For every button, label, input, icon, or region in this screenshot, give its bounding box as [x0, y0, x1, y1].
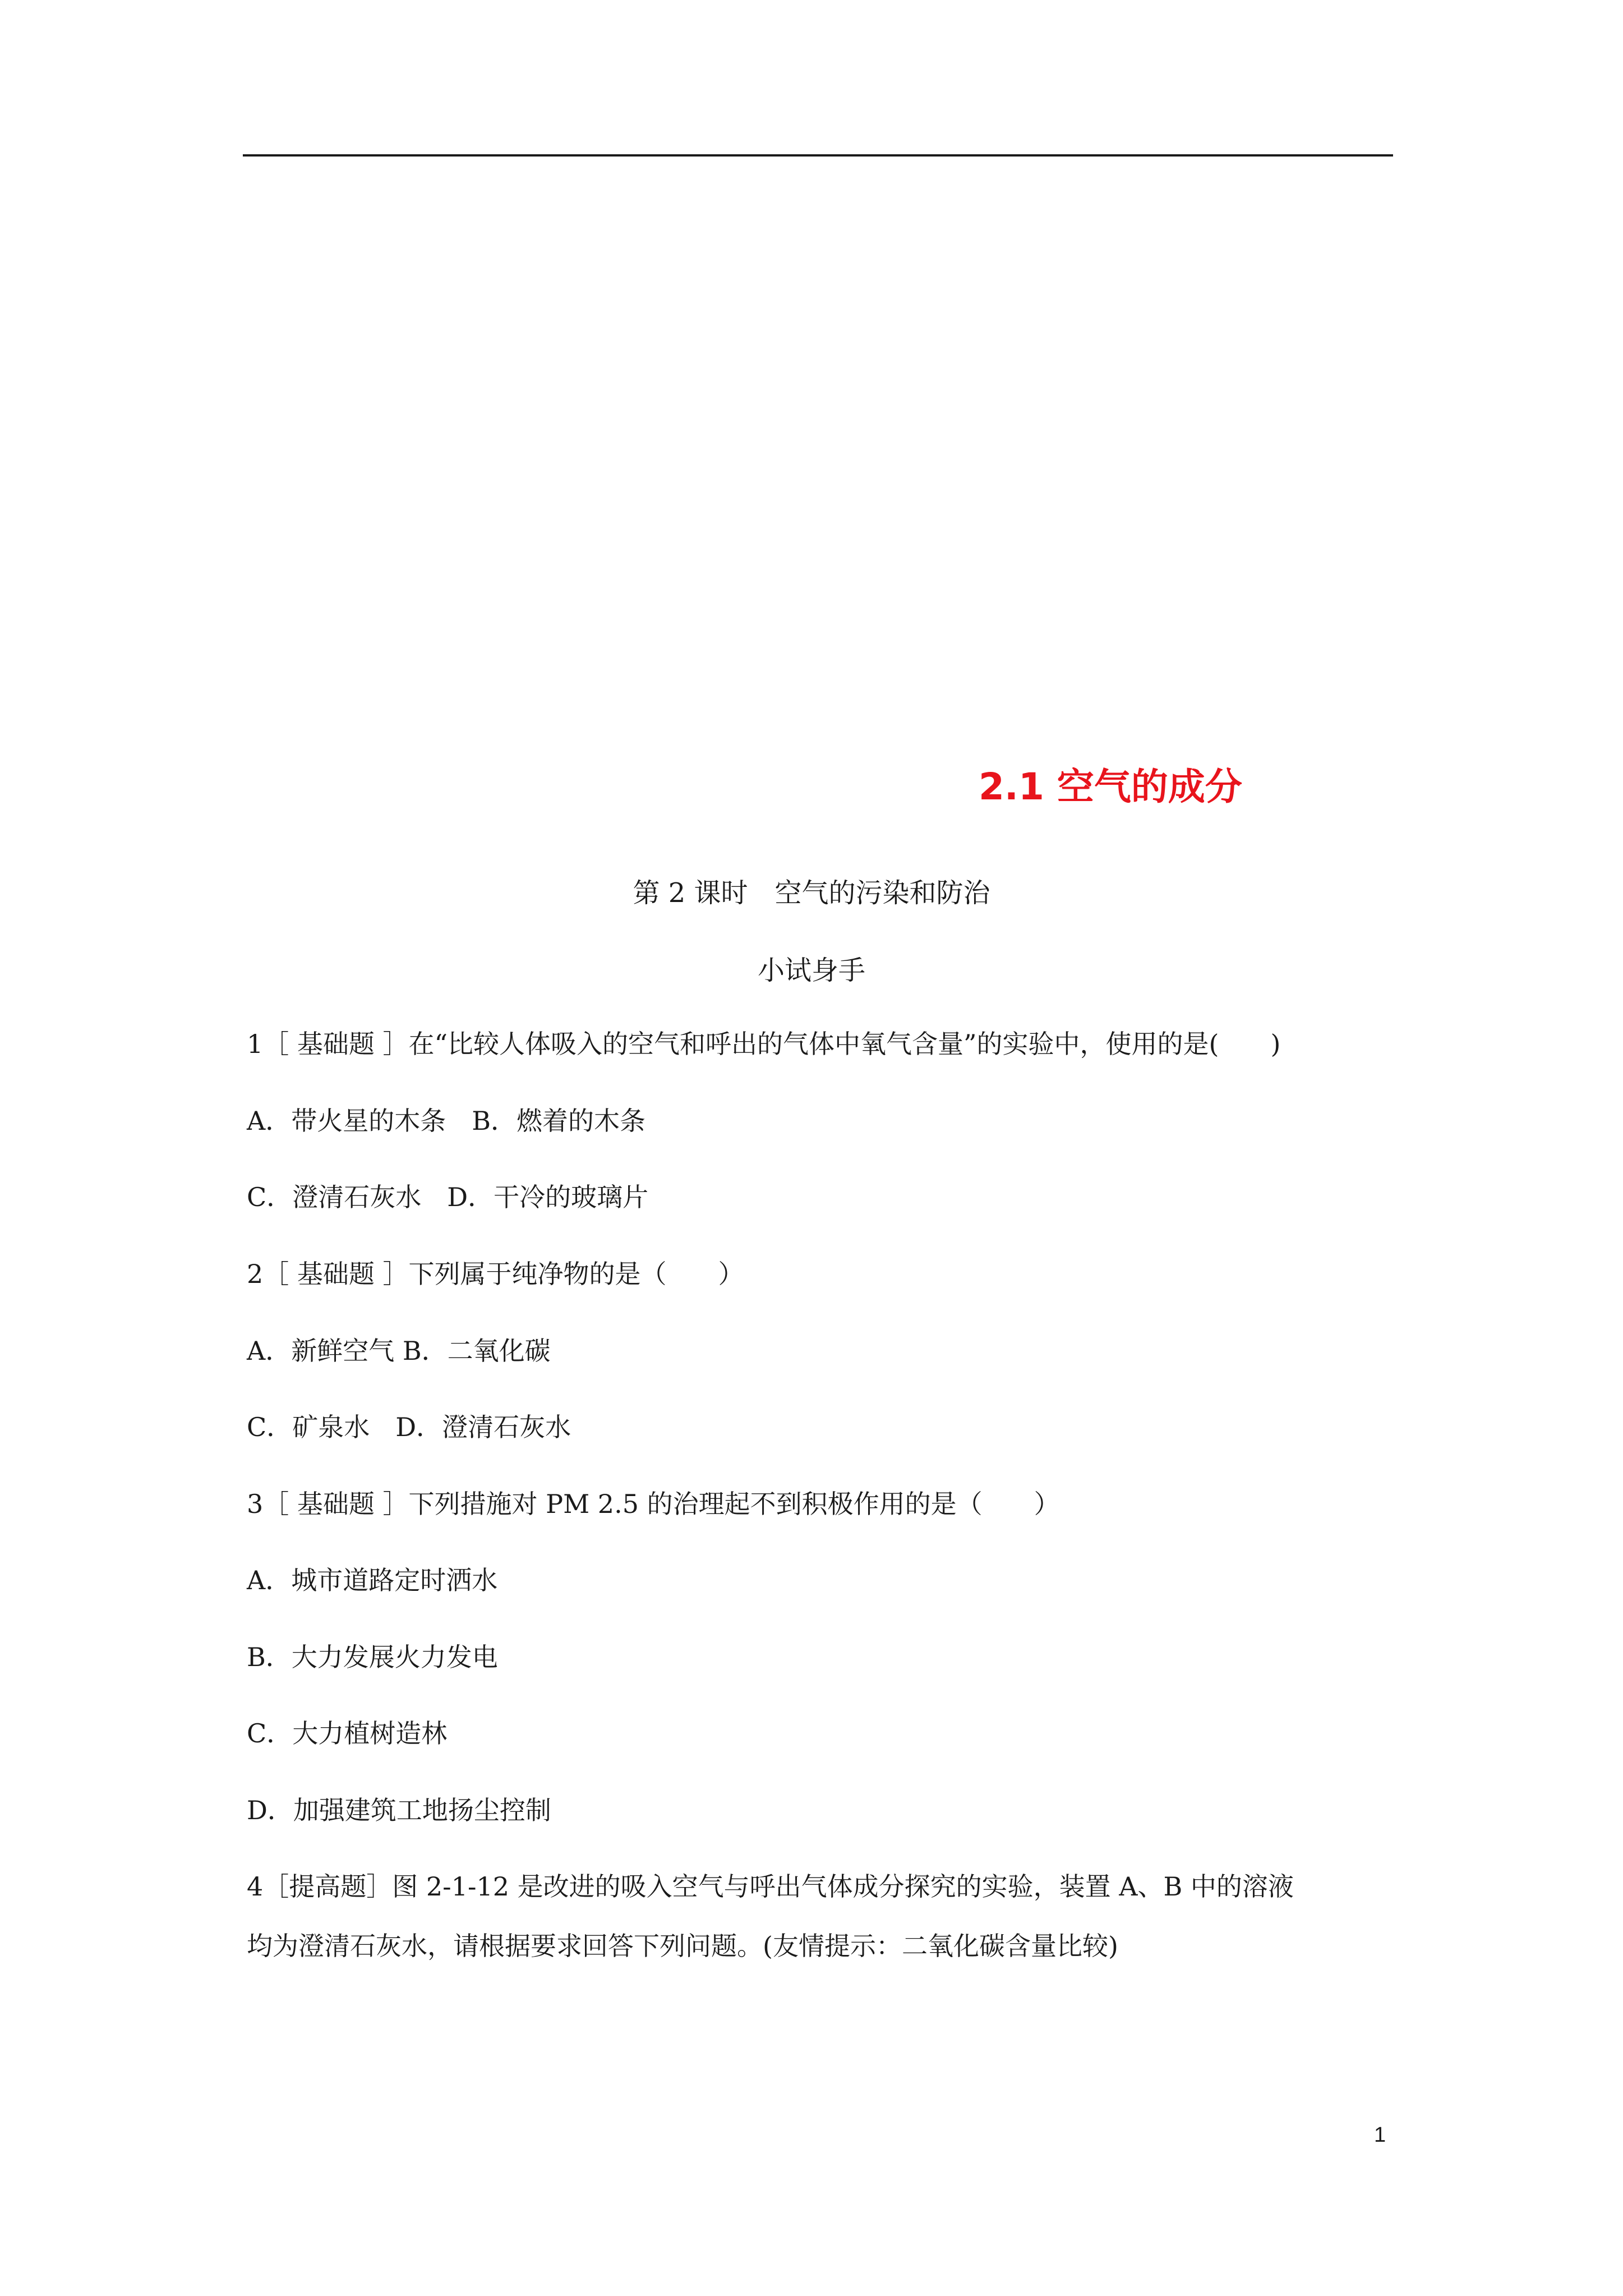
section-title: 2.1 空气的成分	[979, 765, 1242, 808]
question-3-stem: 3［ 基础题 ］下列措施对 PM 2.5 的治理起不到积极作用的是（ ）	[247, 1489, 1060, 1519]
question-3-option-c: C．大力植树造林	[247, 1718, 448, 1749]
question-2-options-cd: C．矿泉水 D．澄清石灰水	[247, 1412, 571, 1442]
question-2-options-ab: A．新鲜空气 B．二氧化碳	[247, 1336, 551, 1366]
question-1-options-ab: A．带火星的木条 B．燃着的木条	[247, 1106, 646, 1136]
question-2-stem: 2［ 基础题 ］下列属于纯净物的是（ ）	[247, 1259, 744, 1289]
page-number: 1	[1374, 2123, 1386, 2147]
question-3-option-a: A．城市道路定时洒水	[247, 1565, 498, 1595]
subsection-title: 小试身手	[757, 955, 865, 986]
question-3-option-b: B．大力发展火力发电	[247, 1642, 498, 1672]
lesson-title: 第 2 课时 空气的污染和防治	[633, 877, 990, 909]
question-1-stem: 1［ 基础题 ］在“比较人体吸入的空气和呼出的气体中氧气含量”的实验中，使用的是( )	[247, 1029, 1281, 1059]
question-1-options-cd: C．澄清石灰水 D．干冷的玻璃片	[247, 1182, 649, 1212]
question-4-stem-line-2: 均为澄清石灰水，请根据要求回答下列问题。(友情提示：二氧化碳含量比较)	[247, 1931, 1118, 1961]
question-3-option-d: D．加强建筑工地扬尘控制	[247, 1795, 551, 1825]
question-4-stem-line-1: 4［提高题］图 2-1-12 是改进的吸入空气与呼出气体成分探究的实验，装置 A、B 中的溶液	[247, 1871, 1294, 1902]
header-rule	[243, 154, 1393, 157]
